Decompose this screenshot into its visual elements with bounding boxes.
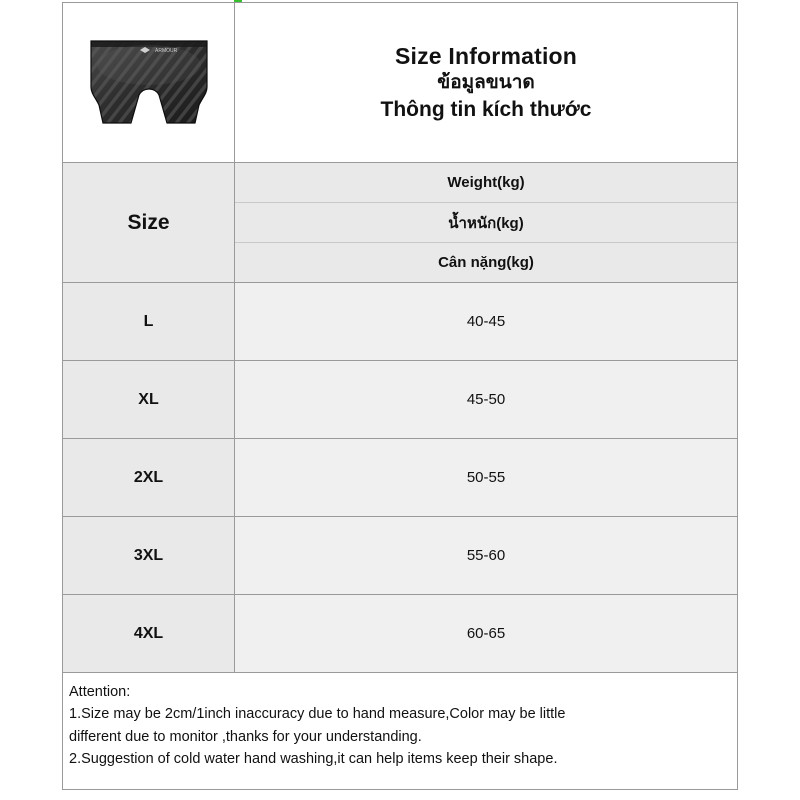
table-row [63, 595, 737, 673]
cell-weight: 50-55 [235, 439, 737, 516]
table-row [63, 517, 737, 595]
table-row [63, 439, 737, 517]
cell-size: 3XL [63, 517, 235, 594]
title-cell [235, 3, 737, 162]
size-column-header: Size [63, 163, 235, 282]
cell-size: L [63, 283, 235, 360]
weight-header-thai: น้ำหนัก(kg) [235, 203, 737, 243]
weight-header-english: Weight(kg) [235, 163, 737, 203]
table-row [63, 361, 737, 439]
column-header-row [63, 163, 737, 283]
attention-line-1: 1.Size may be 2cm/1inch inaccuracy due to hand measure,Color may be little [69, 706, 566, 723]
title-english: Size Information [394, 43, 578, 70]
cell-weight: 45-50 [235, 361, 737, 438]
product-image-cell [63, 3, 235, 162]
cell-weight: 60-65 [235, 595, 737, 672]
cell-size: 4XL [63, 595, 235, 672]
attention-heading: Attention: [69, 684, 131, 700]
table-row [63, 283, 737, 361]
table-header-band [63, 3, 737, 163]
title-thai: ข้อมูลขนาด [437, 71, 535, 93]
cell-size: XL [63, 361, 235, 438]
size-information-table [62, 2, 738, 790]
attention-note [63, 673, 737, 789]
cell-weight: 40-45 [235, 283, 737, 360]
weight-header-vietnamese: Cân nặng(kg) [438, 254, 534, 271]
boxer-briefs-product-photo [83, 35, 215, 131]
weight-column-header [235, 163, 737, 282]
svg-text:ARMOUR: ARMOUR [154, 47, 177, 54]
cell-weight: 55-60 [235, 517, 737, 594]
cell-size: 2XL [63, 439, 235, 516]
attention-line-2: different due to monitor ,thanks for your understanding. [69, 728, 422, 745]
title-vietnamese: Thông tin kích thước [380, 97, 592, 121]
attention-line-3: 2.Suggestion of cold water hand washing,it can help items keep their shape. [69, 751, 558, 768]
